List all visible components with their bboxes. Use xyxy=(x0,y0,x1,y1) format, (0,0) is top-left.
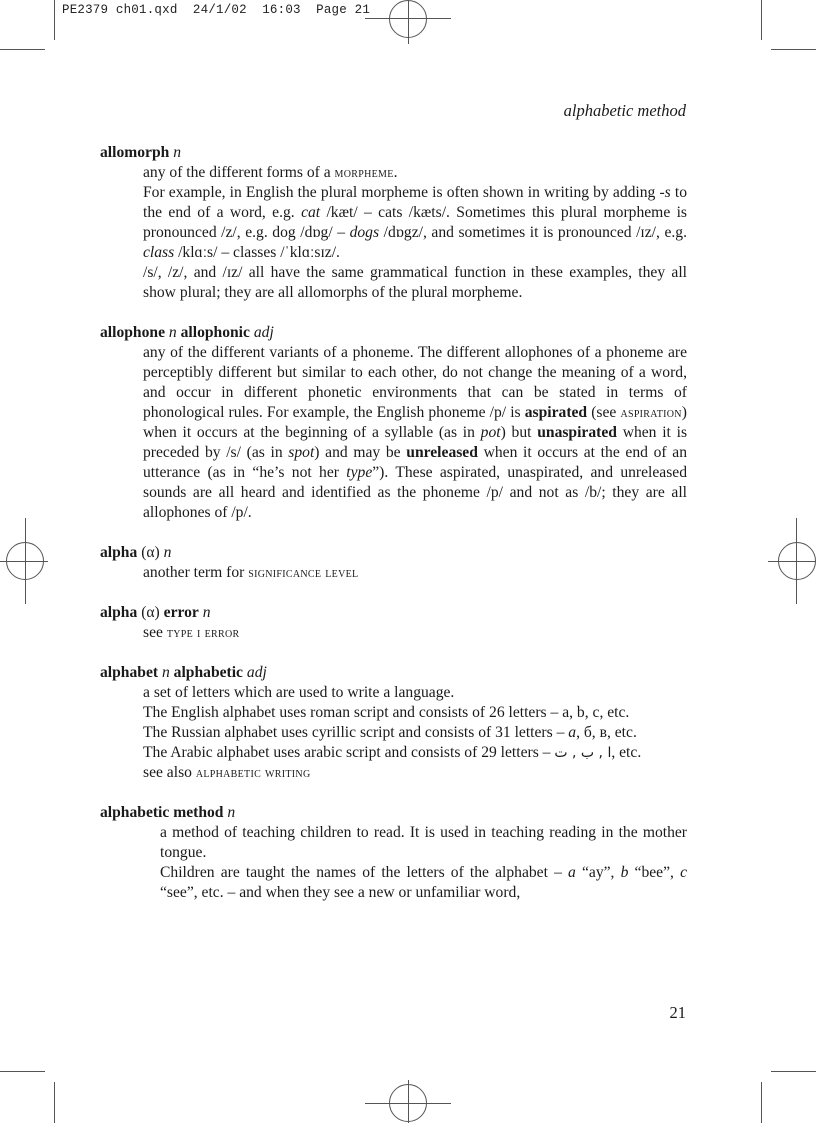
headword: alphabetic method xyxy=(100,804,224,821)
part-of-speech: adj xyxy=(246,664,267,681)
headword: allomorph xyxy=(100,144,170,161)
headword: alphabetic xyxy=(173,664,243,681)
definition: another term for significance level xyxy=(143,564,359,581)
headword: allophone xyxy=(100,324,165,341)
part-of-speech: n xyxy=(173,144,182,161)
part-of-speech: n xyxy=(227,804,236,821)
print-slug: PE2379 ch01.qxd 24/1/02 16:03 Page 21 xyxy=(62,3,371,17)
cross-reference: significance level xyxy=(248,565,359,581)
entry-alpha: alpha (α) n another term for significance level xyxy=(100,543,687,583)
entry-alpha-error: alpha (α) error n see type i error xyxy=(100,603,687,643)
definition: see type i error xyxy=(143,624,240,641)
running-head: alphabetic method xyxy=(563,101,686,120)
arabic-letters: ا , ب , ت xyxy=(554,745,612,761)
headword: allophonic xyxy=(180,324,250,341)
headword: alpha xyxy=(100,544,138,561)
see-also: see also alphabetic writing xyxy=(143,764,311,781)
crop-mark xyxy=(0,49,45,50)
entry-alphabetic-method xyxy=(100,803,687,903)
cross-reference: alphabetic writing xyxy=(195,765,311,781)
definition: a set of letters which are used to write a language. xyxy=(143,684,455,701)
crop-mark xyxy=(0,1071,45,1072)
part-of-speech: n xyxy=(168,324,177,341)
headword: alphabet xyxy=(100,664,159,681)
cross-reference: type i error xyxy=(166,625,240,641)
entry-alphabet xyxy=(100,663,687,783)
example-paragraph: The Arabic alphabet uses arabic script and consists of 29 letters – ا , ب , ت, etc. xyxy=(143,744,642,761)
part-of-speech: n xyxy=(163,544,172,561)
entry-allophone xyxy=(100,323,687,523)
example-paragraph: The English alphabet uses roman script and consists of 26 letters – a, b, c, etc. xyxy=(143,704,630,721)
cross-reference: morpheme xyxy=(334,165,394,181)
example-paragraph: Children are taught the names of the letters of the alphabet – a “ay”, b “bee”, c “see”, etc. – and when they see a new or unfamiliar word, xyxy=(160,864,687,901)
definition: a method of teaching children to read. It is used in teaching reading in the mother tongue. xyxy=(160,824,687,861)
entry-allomorph xyxy=(100,143,687,303)
part-of-speech: adj xyxy=(253,324,274,341)
crop-mark xyxy=(54,1082,55,1123)
crop-mark xyxy=(771,49,816,50)
part-of-speech: n xyxy=(161,664,170,681)
headword: alpha xyxy=(100,604,138,621)
definition: any of the different variants of a phoneme. The different allophones of a phoneme are perceptibly different but similar to each other, do not change the meaning of a word, and occur in different phonetic environments that can be stated in terms of phonological rules. For example, the English phoneme /p/ is aspirated (see aspiration) when it occurs at the beginning of a syllable (as in pot) but unaspirated when it is preceded by /s/ (as in spot) and may be unreleased when it occurs at the end of an utterance (as in “he’s not her type”). These aspirated, unaspirated, and unreleased sounds are all heard and identified as the phoneme /p/ and not as /b/; they are all allophones of /p/. xyxy=(143,344,688,521)
page-number: 21 xyxy=(669,1003,686,1022)
definition: any of the different forms of a morpheme. xyxy=(143,164,398,181)
example-paragraph: The Russian alphabet uses cyrillic script and consists of 31 letters – a, б, в, etc. xyxy=(143,724,637,741)
example-paragraph: /s/, /z/, and /ɪz/ all have the same grammatical function in these examples, they all show plural; they are all allomorphs of the plural morpheme. xyxy=(143,264,687,301)
crop-mark xyxy=(761,0,762,40)
crop-mark xyxy=(761,1082,762,1123)
crop-mark xyxy=(54,0,55,40)
crop-mark xyxy=(771,1071,816,1072)
dictionary-entries xyxy=(100,143,687,923)
part-of-speech: n xyxy=(202,604,211,621)
cross-reference: aspiration xyxy=(620,405,682,421)
example-paragraph: For example, in English the plural morpheme is often shown in writing by adding -s to the end of a word, e.g. cat /kæt/ – cats /kæts/. Sometimes this plural morpheme is pronounced /z/, e.g. dog /dɒg/ – dogs /dɒgz/, and sometimes it is pronounced /ɪz/, e.g. class /klɑːs/ – classes /ˈklɑːsɪz/. xyxy=(143,184,687,261)
